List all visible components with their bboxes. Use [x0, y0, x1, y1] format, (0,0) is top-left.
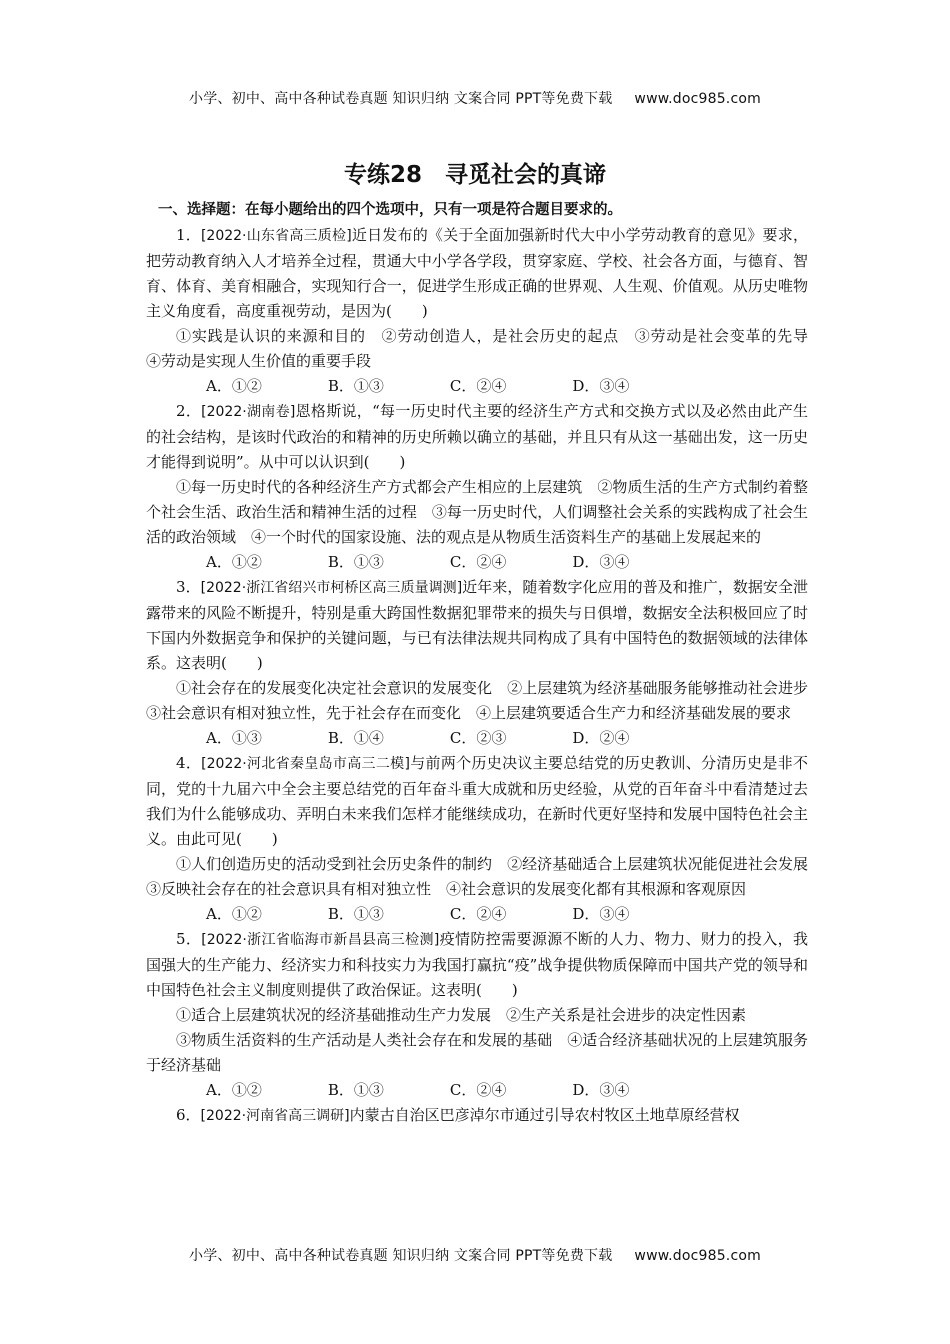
section-heading: 一、选择题：在每小题给出的四个选项中，只有一项是符合题目要求的。 [158, 202, 622, 218]
option-d: D．③④ [572, 553, 630, 571]
question-statements: ①每一历史时代的各种经济生产方式都会产生相应的上层建筑 ②物质生活的生产方式制约着整个社会生活、政治生活和精神生活的过程 ③每一历史时代，人们调整社会关系的实践构成了社会生活的政治领域 ④一个时代的国家设施、法的观点是从物质生活资料生产的基础上发展起来的 [146, 478, 808, 546]
option-b: B．①③ [327, 377, 384, 395]
question-source: [2022·浙江省临海市新昌县高三检测] [201, 932, 440, 948]
question-number: 2． [176, 402, 202, 420]
question-options [146, 902, 808, 927]
header-site: www.doc985.com [634, 91, 761, 107]
option-c: C．②④ [449, 553, 507, 571]
question-stem [146, 751, 808, 852]
question-2 [146, 399, 808, 575]
page-title: 专练28 寻觅社会的真谛 [343, 162, 606, 188]
option-a: A．①② [206, 1081, 262, 1099]
header-text: 小学、初中、高中各种试卷真题 知识归纳 文案合同 PPT等免费下载 [189, 91, 613, 107]
question-statements: ③物质生活资料的生产活动是人类社会存在和发展的基础 ④适合经济基础状况的上层建筑服务于经济基础 [146, 1031, 808, 1074]
question-stem [146, 927, 808, 1003]
question-options [146, 374, 808, 399]
option-c: C．②④ [449, 1081, 507, 1099]
question-text: 疫情防控需要源源不断的人力、物力、财力的投入，我国强大的生产能力、经济实力和科技实力为我国打赢抗“疫”战争提供物质保障而中国共产党的领导和中国特色社会主义制度则提供了政治保证。这表明( ) [146, 930, 808, 999]
question-number: 6． [176, 1106, 201, 1124]
option-c: C．②④ [449, 905, 507, 923]
footer-site: www.doc985.com [634, 1248, 761, 1264]
question-5 [146, 927, 808, 1103]
option-d: D．③④ [572, 1081, 630, 1099]
question-number: 4． [176, 754, 202, 772]
page-footer [0, 1245, 950, 1265]
option-b: B．①③ [327, 553, 384, 571]
question-statements: ①适合上层建筑状况的经济基础推动生产力发展 ②生产关系是社会进步的决定性因素 [176, 1006, 747, 1024]
question-1 [146, 223, 828, 399]
option-a: A．①② [206, 905, 262, 923]
question-source: [2022·山东省高三质检] [200, 228, 352, 244]
footer-text: 小学、初中、高中各种试卷真题 知识归纳 文案合同 PPT等免费下载 [189, 1248, 613, 1264]
option-b: B．①③ [327, 905, 384, 923]
option-a: A．①③ [206, 729, 262, 747]
option-a: A．①② [206, 553, 262, 571]
question-options [146, 726, 808, 751]
question-statements: ①人们创造历史的活动受到社会历史条件的制约 ②经济基础适合上层建筑状况能促进社会发展 ③反映社会存在的社会意识具有相对独立性 ④社会意识的发展变化都有其根源和客观原因 [146, 855, 824, 898]
question-source: [2022·河北省秦皇岛市高三二模] [201, 756, 410, 772]
question-number: 1． [176, 226, 201, 244]
option-d: D．③④ [572, 905, 630, 923]
question-options [146, 550, 808, 575]
option-b: B．①③ [327, 1081, 384, 1099]
question-source: [2022·河南省高三调研] [200, 1108, 350, 1124]
question-stem [146, 223, 808, 324]
question-number: 3． [176, 578, 201, 596]
option-d: D．②④ [572, 729, 630, 747]
document-body [146, 198, 828, 1129]
question-text: 近年来，随着数字化应用的普及和推广，数据安全泄露带来的风险不断提升，特别是重大跨国性数据犯罪带来的损失与日俱增，数据安全法积极回应了时下国内外数据竞争和保护的关键问题，与已有法律法规共同构成了具有中国特色的数据领域的法律体系。这表明( ) [146, 578, 808, 672]
question-text: 近日发布的《关于全面加强新时代大中小学劳动教育的意见》要求，把劳动教育纳入人才培养全过程，贯通大中小学各学段，贯穿家庭、学校、社会各方面，与德育、智育、体育、美育相融合，实现知行合一，促进学生形成正确的世界观、人生观、价值观。从历史唯物主义角度看，高度重视劳动，是因为( ) [146, 226, 808, 320]
option-c: C．②③ [449, 729, 507, 747]
question-statements: ①实践是认识的来源和目的 ②劳动创造人，是社会历史的起点 ③劳动是社会变革的先导 ④劳动是实现人生价值的重要手段 [146, 327, 828, 370]
option-c: C．②④ [449, 377, 507, 395]
question-text: 内蒙古自治区巴彦淖尔市通过引导农村牧区土地草原经营权 [349, 1106, 740, 1124]
question-statements: ①社会存在的发展变化决定社会意识的发展变化 ②上层建筑为经济基础服务能够推动社会进步 ③社会意识有相对独立性，先于社会存在而变化 ④上层建筑要适合生产力和经济基础发展的要求 [146, 679, 824, 722]
question-text: 恩格斯说，“每一历史时代主要的经济生产方式和交换方式以及必然由此产生的社会结构，是该时代政治的和精神的历史所赖以确立的基础，并且只有从这一基础出发，这一历史才能得到说明”。从中可以认识到( ) [146, 402, 808, 471]
question-3 [146, 575, 824, 751]
question-source: [2022·湖南卷] [201, 404, 296, 420]
question-stem [146, 399, 808, 475]
option-a: A．①② [206, 377, 262, 395]
option-b: B．①④ [327, 729, 384, 747]
question-stem [146, 575, 808, 676]
page-header [0, 88, 950, 108]
question-options [146, 1078, 808, 1103]
question-number: 5． [176, 930, 202, 948]
question-6 [146, 1103, 808, 1129]
question-4 [146, 751, 824, 927]
option-d: D．③④ [572, 377, 630, 395]
question-source: [2022·浙江省绍兴市柯桥区高三质量调测] [200, 580, 463, 596]
question-text: 与前两个历史决议主要总结党的历史教训、分清历史是非不同，党的十九届六中全会主要总结党的百年奋斗重大成就和历史经验，从党的百年奋斗中看清楚过去我们为什么能够成功、弄明白未来我们怎样才能继续成功，在新时代更好坚持和发展中国特色社会主义。由此可见( ) [146, 754, 808, 848]
question-stem [146, 1103, 808, 1129]
